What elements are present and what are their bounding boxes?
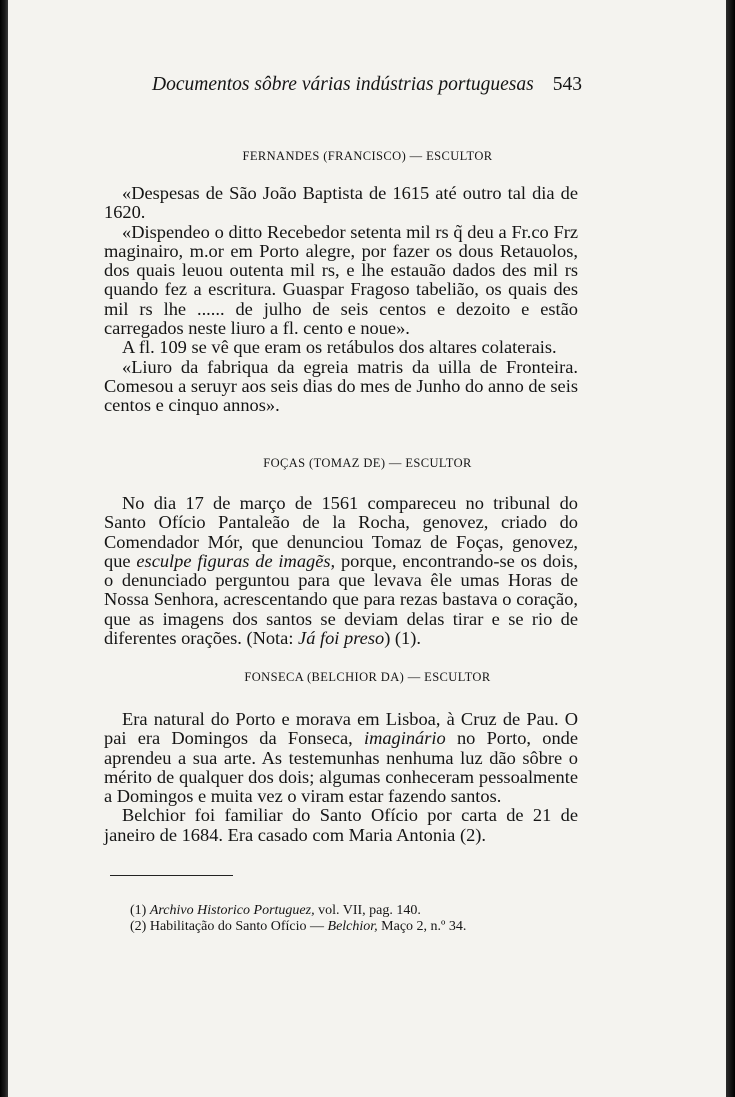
footnote-rule (110, 875, 233, 876)
section-body-focas (104, 494, 578, 648)
scan-edge-left (0, 0, 8, 1097)
section-heading-focas: FOÇAS (TOMAZ DE) — ESCULTOR (263, 456, 472, 470)
paragraph: Belchior foi familiar do Santo Ofício por carta de 21 de janeiro de 1684. Era casado com Maria Antonia (2). (104, 805, 578, 845)
paragraph: «Despesas de São João Baptista de 1615 até outro tal dia de 1620. (104, 183, 578, 223)
section-heading-fernandes: FERNANDES (FRANCISCO) — ESCULTOR (242, 149, 493, 163)
footnote-title: Belchior, (327, 919, 378, 934)
running-head-title: Documentos sôbre várias indústrias portuguesas (152, 74, 534, 95)
page-number: 543 (552, 74, 582, 95)
footnotes (130, 903, 580, 935)
running-head (152, 74, 582, 96)
footnote-text: Maço 2, n.º 34. (377, 919, 467, 934)
text-run: no Porto, onde aprendeu a sua arte. As testemunhas nenhuma luz dão sôbre o mérito de qualquer dos dois; algumas conheceram pessoalmente a Domingos e muita vez o viram estar fazendo santos. (104, 728, 578, 807)
paragraph: A fl. 109 se vê que eram os retábulos dos altares colaterais. (122, 337, 557, 358)
paragraph: «Dispendeo o ditto Recebedor setenta mil rs q̃ deu a Fr.co Frz maginairo, m.or em Porto alegre, por fazer os dous Retauolos, dos quais leuou outenta mil rs, e lhe estauão dados des mil rs quando fez a escritura. Guaspar Fragoso tabelião, os quais des mil rs lhe ...... de julho de seis centos e dezoito e estão carregados neste liuro a fl. cento e noue». (104, 221, 578, 339)
text-run: porque, encontrando-se os dois, o denunciado perguntou para que levava êle umas Horas de Nossa Senhora, acrescentando que para rezas bastava o coração, que as imagens dos santos se deviam delas tirar e se rio de diferentes orações. (Nota: (104, 550, 578, 649)
section-heading-fonseca: FONSECA (BELCHIOR DA) — ESCULTOR (244, 670, 491, 684)
footnote-1 (130, 903, 580, 919)
emphasis: Já foi preso (298, 628, 385, 649)
section-body-fernandes (104, 184, 578, 416)
scan-edge-right (726, 0, 735, 1097)
text-run: No dia 17 de março de 1561 compareceu no tribunal do Santo Ofício Pantaleão de la Rocha, genovez, criado do Comendador Mór, que denunciou Tomaz de Foças, genovez, que (104, 493, 578, 571)
footnote-title: Archivo Historico Portuguez, (149, 903, 315, 918)
footnote-text: vol. VII, pag. 140. (314, 903, 421, 918)
footnote-marker: (2) (130, 919, 147, 934)
section-body-fonseca (104, 710, 578, 845)
footnote-marker: (1) (130, 903, 147, 918)
footnote-2 (130, 919, 580, 935)
text-run: Era natural do Porto e morava em Lisboa, à Cruz de Pau. O pai era Domingos da Fonseca, (104, 709, 578, 749)
text-run: ) (1). (384, 628, 421, 649)
footnote-text: Habilitação do Santo Ofício — (149, 919, 328, 934)
paragraph (104, 710, 578, 806)
paragraph (104, 494, 578, 648)
emphasis: esculpe figuras de imagẽs, (136, 550, 336, 571)
paragraph: «Liuro da fabriqua da egreia matris da uilla de Fronteira. Comesou a seruyr aos seis dias do mes de Junho do anno de seis centos e cinquo annos». (104, 356, 578, 416)
emphasis: imaginário (363, 728, 446, 749)
